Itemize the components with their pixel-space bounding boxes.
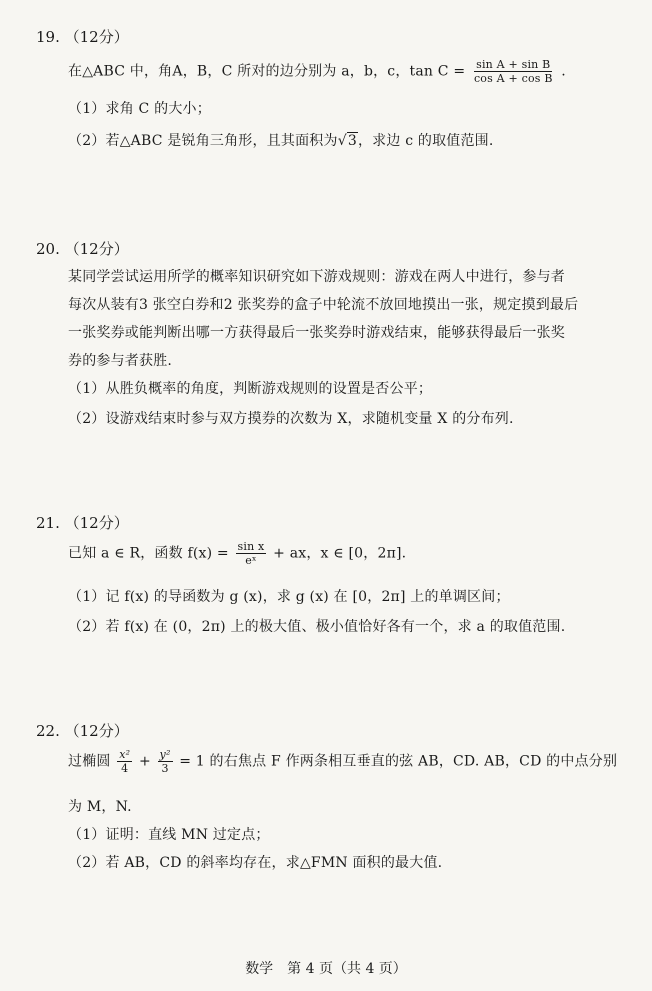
question-22-part-2: （2）若 AB，CD 的斜率均存在，求△FMN 面积的最大值. bbox=[68, 855, 443, 871]
q19-part2-end: ，求边 c 的取值范围. bbox=[357, 133, 494, 149]
question-20-part-1: （1）从胜负概率的角度，判断游戏规则的设置是否公平； bbox=[68, 381, 433, 397]
q22-frac2-numerator: y² bbox=[159, 748, 171, 761]
question-21-part-2: （2）若 f(x) 在 (0，2π) 上的极大值、极小值恰好各有一个，求 a 的取值范围. bbox=[68, 619, 566, 635]
q21-function-fraction bbox=[236, 540, 267, 567]
q22-plus-sign: + bbox=[138, 753, 151, 770]
question-22-stem bbox=[68, 748, 617, 775]
q19-stem-text: 在△ABC 中，角A，B，C 所对的边分别为 a，b，c，tan C = bbox=[68, 63, 466, 80]
q22-stem-end: = 1 的右焦点 F 作两条相互垂直的弦 AB，CD. AB，CD 的中点分别 bbox=[179, 753, 618, 770]
q21-frac-numerator: sin x bbox=[237, 540, 265, 553]
question-19-header: 19. （12分） bbox=[36, 28, 129, 46]
question-21-part-1: （1）记 f(x) 的导函数为 g (x)，求 g (x) 在 [0，2π] 上的单调区间； bbox=[68, 589, 510, 605]
q19-part2-text: （2）若△ABC 是锐角三角形，且其面积为 bbox=[68, 133, 338, 149]
question-21-stem bbox=[68, 540, 406, 567]
question-19-stem bbox=[68, 58, 566, 85]
question-22-line-2: 为 M，N. bbox=[68, 799, 132, 815]
question-19-part-1: （1）求角 C 的大小； bbox=[68, 101, 211, 117]
q19-stem-end: . bbox=[561, 63, 566, 80]
q22-frac2-denominator: 3 bbox=[161, 762, 169, 775]
page-footer: 数学 第 4 页（共 4 页） bbox=[245, 961, 407, 977]
q22-fraction-y bbox=[158, 748, 173, 775]
question-22-part-1: （1）证明：直线 MN 过定点； bbox=[68, 827, 270, 843]
question-21-header: 21. （12分） bbox=[36, 514, 129, 532]
question-20-line-4: 券的参与者获胜. bbox=[68, 353, 173, 369]
question-20-header: 20. （12分） bbox=[36, 240, 129, 258]
question-20-part-2: （2）设游戏结束时参与双方摸券的次数为 X，求随机变量 X 的分布列. bbox=[68, 411, 514, 427]
q21-stem-end: + ax，x ∈ [0，2π]. bbox=[273, 545, 407, 562]
q19-frac-numerator: sin A + sin B bbox=[476, 58, 551, 71]
question-20-line-1: 某同学尝试运用所学的概率知识研究如下游戏规则：游戏在两人中进行，参与者 bbox=[68, 269, 565, 285]
q19-frac-denominator: cos A + cos B bbox=[473, 72, 553, 85]
q22-fraction-x bbox=[117, 748, 132, 775]
q22-stem-text: 过椭圆 bbox=[68, 753, 111, 770]
q22-frac1-numerator: x² bbox=[119, 748, 131, 761]
q19-tan-fraction bbox=[472, 58, 555, 85]
question-22-header: 22. （12分） bbox=[36, 722, 129, 740]
q21-stem-text: 已知 a ∈ R，函数 f(x) = bbox=[68, 545, 229, 562]
question-20-line-2: 每次从装有3 张空白券和2 张奖券的盒子中轮流不放回地摸出一张，规定摸到最后 bbox=[68, 297, 579, 313]
question-19-part-2 bbox=[68, 130, 494, 150]
q22-frac1-denominator: 4 bbox=[121, 762, 129, 775]
q21-frac-denominator: eˣ bbox=[245, 554, 257, 567]
sqrt-symbol: √ bbox=[337, 133, 347, 149]
q19-sqrt-value: 3 bbox=[347, 133, 357, 149]
question-20-line-3: 一张奖券或能判断出哪一方获得最后一张奖券时游戏结束，能够获得最后一张奖 bbox=[68, 325, 565, 341]
